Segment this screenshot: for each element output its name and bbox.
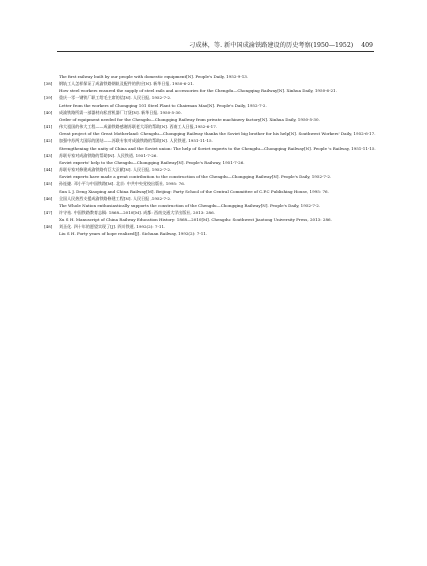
- reference-line-english: Strengthening the unity of China and the Soviet union: The help of Soviet experts to the Chengdu—Chongqing Railway[N]. People 's Railway, 1951-11-15.: [59, 145, 376, 151]
- reference-line-english: Sun L J. Deng Xiaoping and China Railway[M]. Beijing: Party School of the Central Committee of C.P.C Publishing House, 1995: 76.: [59, 188, 329, 194]
- reference-line-chinese: 刘圣化. 四十年的愿望实现了[J]. 四川铁道, 1992(2): 7-11.: [59, 224, 166, 230]
- reference-line-english: Soviet experts' help to the Chengdu—Chongqing Railway[N]. People's Railway, 1951-7-26.: [59, 159, 245, 165]
- reference-line-chinese: 重庆一零一钢铁厂职工给毛主席的信[N]. 人民日报, 1952-7-2.: [59, 95, 172, 101]
- reference-text: [59, 94, 384, 108]
- reference-number: [42]: [44, 138, 53, 144]
- reference-line-chinese: 孙连捷. 邓小平与中国铁路[M]. 北京: 中共中央党校出版社, 1995: 76.: [59, 181, 186, 187]
- reference-entry: [44, 223, 384, 237]
- reference-text: [59, 109, 384, 123]
- reference-entry: [44, 80, 384, 94]
- reference-line-english: Great project of the Great Motherland: Chengdu—Chongqing Railway thanks the Soviet big brother for his help[N]. Southwest Workers' Daily, 1952-6-17.: [59, 131, 376, 137]
- reference-text: [59, 223, 384, 237]
- reference-entry: [44, 152, 384, 166]
- reference-text: [59, 73, 384, 80]
- reference-text: [59, 123, 384, 137]
- reference-line-chinese: 许守祜. 中国铁路教育志稿: 1868—2010[M]. 成都: 西南交通大学出版社, 2013: 286.: [59, 209, 215, 215]
- reference-line-english: The Whole Nation enthusiastically supports the construction of the Chengdu—Chongqing Railway[N]. People's Daily, 1952-7-2.: [59, 202, 321, 208]
- reference-line-chinese: 苏联专家对修建成渝铁路有巨大贡献[N]. 人民日报, 1952-7-2.: [59, 167, 172, 173]
- running-head: [20, 40, 373, 49]
- reference-number: [39]: [44, 95, 53, 101]
- reference-entry: [44, 209, 384, 223]
- reference-entry: [44, 195, 384, 209]
- reference-list: [44, 73, 384, 238]
- reference-entry: [44, 137, 384, 151]
- header-rule: [57, 51, 374, 52]
- reference-line-chinese: 钢轨工人怎样保证了成渝铁路钢轨及配件的供应[N]. 新华日报, 1950-6-21.: [59, 81, 195, 87]
- reference-text: [59, 80, 384, 94]
- reference-line-english: Order of equipment needed for the Chengdu—Chongqing Railway from private machinery factory[N]. Xinhua Daily, 1950-5-30.: [59, 116, 320, 122]
- reference-line-chinese: 全国人民热烈支援成渝铁路修建工程[N]. 人民日报 ,1952-7-2.: [59, 195, 172, 201]
- reference-text: [59, 152, 384, 166]
- reference-text: [59, 209, 384, 223]
- reference-number: [40]: [44, 109, 53, 115]
- reference-line-chinese: 成渝铁路所需一部器材向私营机器厂订货[N]. 新华日报, 1950-5-30.: [59, 109, 182, 115]
- reference-entry: [44, 94, 384, 108]
- reference-entry: [44, 180, 384, 194]
- reference-line-english: How steel workers ensured the supply of steel rails and accessories for the Chengdu—Chongqing Railway[N]. Xinhua Daily, 1950-6-21.: [59, 88, 337, 94]
- reference-line-chinese: 伟大祖国的伟大工程——成渝铁路感谢苏联老大哥的帮助[N]. 西南工人日报,1952-6-17.: [59, 124, 218, 130]
- reference-line-english: Liu S H. Forty years of hope realized[J]. Sichuan Railway, 1992(2): 7-11.: [59, 231, 208, 237]
- reference-number: [44, 73, 59, 80]
- reference-entry: [44, 123, 384, 137]
- reference-number: [41]: [44, 124, 53, 130]
- reference-entry: [44, 166, 384, 180]
- reference-entry: [44, 109, 384, 123]
- reference-line-chinese: 苏联专家对成渝铁路的帮助[N]. 人民铁道, 1951-7-26.: [59, 152, 158, 158]
- reference-number: [46]: [44, 195, 53, 201]
- reference-number: [45]: [44, 181, 53, 187]
- reference-number: [43]: [44, 152, 53, 158]
- reference-entry: [44, 73, 384, 80]
- reference-line-chinese: 加强中苏两大国际的团结——苏联专家对成渝铁路的帮助[N]. 人民铁道, 1951-11-15.: [59, 138, 213, 144]
- reference-text: [59, 195, 384, 209]
- reference-number: [44]: [44, 167, 53, 173]
- reference-line-english: The first railway built by our people with domestic equipment[N]. People's Daily, 1952-9-13.: [59, 74, 249, 79]
- reference-number: [38]: [44, 81, 53, 87]
- running-head-title: 刁成林，等. 新中国成渝铁路建设的历史考察(1950—1952): [189, 42, 354, 49]
- reference-number: [48]: [44, 224, 53, 230]
- reference-number: [47]: [44, 209, 53, 215]
- reference-line-english: Xu S H. Manuscript of China Railway Education History: 1868—2010[M]. Chengdu: Southwest Jiaotong University Press, 2013: 286.: [59, 217, 332, 223]
- page-number: 409: [361, 42, 373, 49]
- reference-line-english: Soviet experts have made a great contribution to the construction of the Chengdu—Chongqing Railway[N]. People's Daily, 1952-7-2.: [59, 174, 332, 180]
- reference-text: [59, 166, 384, 180]
- reference-line-english: Letter from the workers of Chongqing 101 Steel Plant to Chairman Mao[N]. People's Daily, 1952-7-2.: [59, 102, 267, 108]
- reference-text: [59, 180, 384, 194]
- reference-text: [59, 137, 384, 151]
